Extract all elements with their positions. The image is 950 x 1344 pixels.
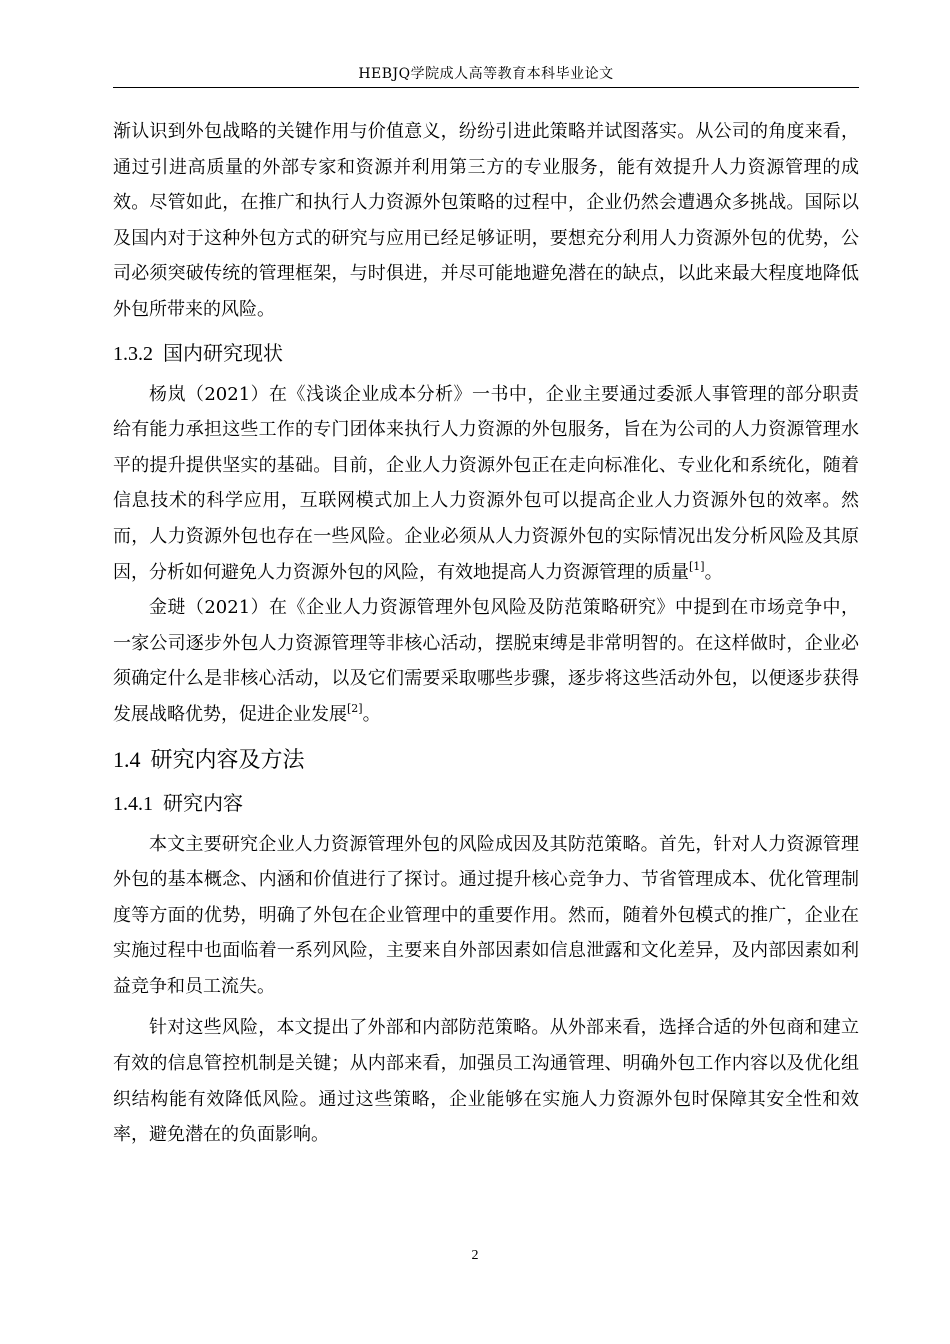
page-body xyxy=(113,114,859,1153)
heading-text: 国内研究现状 xyxy=(163,340,283,365)
paragraph-strategies: 针对这些风险，本文提出了外部和内部防范策略。从外部来看，选择合适的外包商和建立有效的信息管控机制是关键；从内部来看，加强员工沟通管理、明确外包工作内容以及优化组织结构能有效降低风险。通过这些策略，企业能够在实施人力资源外包时保障其安全性和效率，避免潜在的负面影响。 xyxy=(113,1017,859,1146)
paragraph-intro-continued: 渐认识到外包战略的关键作用与价值意义，纷纷引进此策略并试图落实。从公司的角度来看，通过引进高质量的外部专家和资源并利用第三方的专业服务，能有效提升人力资源管理的成效。尽管如此，在推广和执行人力资源外包策略的过程中，企业仍然会遭遇众多挑战。国际以及国内对于这种外包方式的研究与应用已经足够证明，要想充分利用人力资源外包的优势，公司必须突破传统的管理框架，与时俱进，并尽可能地避免潜在的缺点，以此来最大程度地降低外包所带来的风险。 xyxy=(113,121,859,320)
paragraph-text: 杨岚（2021）在《浅谈企业成本分析》一书中，企业主要通过委派人事管理的部分职责给有能力承担这些工作的专门团体来执行人力资源的外包服务，旨在为公司的人力资源管理水平的提升提供坚实的基础。目前，企业人力资源外包正在走向标准化、专业化和系统化，随着信息技术的科学应用，互联网模式加上人力资源外包可以提高企业人力资源外包的效率。然而，人力资源外包也存在一些风险。企业必须从人力资源外包的实际情况出发分析风险及其原因，分析如何避免人力资源外包的风险，有效地提高人力资源管理的质量 xyxy=(113,383,859,583)
paragraph-text: 金琎（2021）在《企业人力资源管理外包风险及防范策略研究》中提到在市场竞争中，一家公司逐步外包人力资源管理等非核心活动，摆脱束缚是非常明智的。在这样做时，企业必须确定什么是非核心活动，以及它们需要采取哪些步骤，逐步将这些活动外包，以便逐步获得发展战略优势，促进企业发展 xyxy=(113,597,859,725)
heading-number: 1.4.1 xyxy=(113,792,153,815)
paragraph-jin-jin xyxy=(113,590,859,732)
citation-ref: [2] xyxy=(347,701,363,715)
page-header xyxy=(113,63,859,88)
heading-text: 研究内容及方法 xyxy=(150,747,305,773)
heading-number: 1.4 xyxy=(113,746,141,772)
header-title: HEBJQ学院成人高等教育本科毕业论文 xyxy=(358,66,614,82)
heading-1-4 xyxy=(113,743,859,778)
page-number: 2 xyxy=(471,1248,479,1263)
heading-1-4-1 xyxy=(113,788,859,819)
paragraph-research-content: 本文主要研究企业人力资源管理外包的风险成因及其防范策略。首先，针对人力资源管理外包的基本概念、内涵和价值进行了探讨。通过提升核心竞争力、节省管理成本、优化管理制度等方面的优势，明确了外包在企业管理中的重要作用。然而，随着外包模式的推广，企业在实施过程中也面临着一系列风险，主要来自外部因素如信息泄露和文化差异，及内部因素如利益竞争和员工流失。 xyxy=(113,833,859,997)
heading-text: 研究内容 xyxy=(163,790,243,815)
paragraph-end: 。 xyxy=(704,561,723,583)
paragraph-end: 。 xyxy=(362,703,381,725)
citation-ref: [1] xyxy=(689,559,705,573)
heading-number: 1.3.2 xyxy=(113,342,153,365)
paragraph-yang-lan xyxy=(113,377,859,591)
heading-1-3-2 xyxy=(113,338,859,369)
